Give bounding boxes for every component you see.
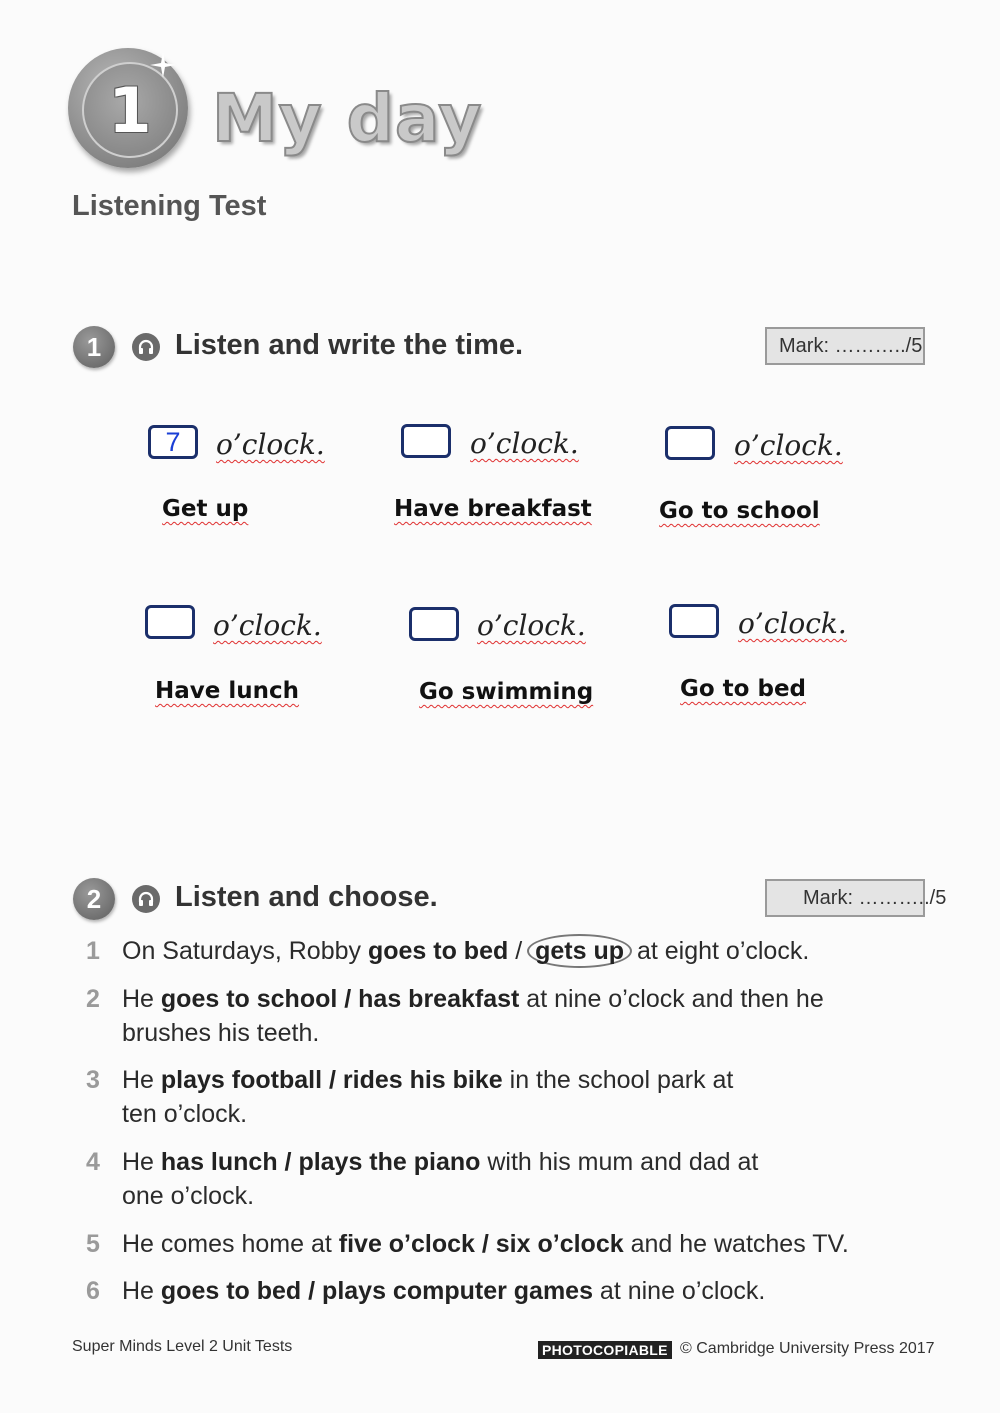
question-prefix: He: [122, 1066, 161, 1094]
headphones-icon: [137, 338, 155, 356]
activity-label: Get up: [162, 496, 249, 522]
question-text: [122, 1145, 758, 1213]
time-answer-box[interactable]: 7: [148, 425, 198, 459]
activity-label: Have breakfast: [394, 496, 592, 522]
time-answer-box[interactable]: [665, 426, 715, 460]
question-suffix: at nine o’clock.: [592, 1277, 766, 1305]
option-separator: /: [277, 1148, 299, 1176]
question-suffix: with his mum and dad at: [480, 1148, 759, 1176]
option-separator: /: [322, 1066, 343, 1094]
time-answer-box[interactable]: [401, 424, 451, 458]
time-answer-box[interactable]: [409, 607, 459, 641]
option-b[interactable]: plays the piano: [298, 1148, 481, 1176]
question-prefix: On Saturdays, Robby: [122, 937, 368, 965]
question-text: [122, 1274, 765, 1308]
question-number: 4: [86, 1148, 100, 1176]
doc-subtitle: Listening Test: [72, 190, 267, 222]
question-line-2: one o’clock.: [122, 1182, 255, 1210]
oclock-label: o’clock.: [477, 609, 586, 642]
section-1-title: Listen and write the time.: [175, 329, 524, 361]
question-text: [122, 1227, 849, 1261]
activity-label: Go swimming: [419, 679, 594, 705]
option-a[interactable]: goes to bed: [160, 1277, 302, 1305]
time-answer-box[interactable]: [669, 604, 719, 638]
option-separator: /: [474, 1230, 496, 1258]
option-a[interactable]: goes to school: [160, 985, 338, 1013]
unit-number: 1: [108, 73, 152, 147]
audio-icon[interactable]: [132, 885, 160, 913]
photocopiable-badge: PHOTOCOPIABLE: [538, 1341, 672, 1359]
question-prefix: He: [122, 1277, 161, 1305]
oclock-label: o’clock.: [734, 429, 843, 462]
question-text: [122, 934, 809, 968]
time-answer-box[interactable]: [145, 605, 195, 639]
sparkle-icon: [150, 52, 176, 78]
section-1-number: 1: [73, 326, 115, 368]
option-separator: /: [301, 1277, 323, 1305]
headphones-icon: [137, 890, 155, 908]
option-b[interactable]: six o’clock: [495, 1230, 624, 1258]
oclock-label: o’clock.: [213, 609, 322, 642]
question-number: 6: [86, 1277, 100, 1305]
option-b[interactable]: rides his bike: [342, 1066, 503, 1094]
section-2-number: 2: [73, 878, 115, 920]
oclock-label: o’clock.: [738, 607, 847, 640]
question-number: 1: [86, 937, 100, 965]
activity-label: Go to school: [659, 498, 820, 524]
question-suffix: at eight o’clock.: [630, 937, 810, 965]
option-a[interactable]: has lunch: [160, 1148, 278, 1176]
option-a[interactable]: plays football: [160, 1066, 323, 1094]
question-text: [122, 982, 824, 1050]
section-2-title: Listen and choose.: [175, 881, 438, 913]
option-b-selected[interactable]: gets up: [527, 934, 632, 968]
question-prefix: He comes home at: [122, 1230, 339, 1258]
option-b[interactable]: plays computer games: [322, 1277, 593, 1305]
question-text: [122, 1063, 733, 1131]
question-line-2: brushes his teeth.: [122, 1019, 320, 1047]
audio-icon[interactable]: [132, 333, 160, 361]
option-separator: /: [337, 985, 359, 1013]
activity-label: Go to bed: [680, 676, 807, 702]
footer-source: Super Minds Level 2 Unit Tests: [72, 1338, 293, 1355]
question-number: 3: [86, 1066, 100, 1094]
question-line-2: ten o’clock.: [122, 1100, 248, 1128]
oclock-label: o’clock.: [470, 427, 579, 460]
question-suffix: at nine o’clock and then he: [519, 985, 824, 1013]
unit-title: My day: [212, 80, 483, 157]
section-2-mark-box: Mark: ………../5: [765, 879, 925, 917]
question-suffix: and he watches TV.: [623, 1230, 849, 1258]
activity-label: Have lunch: [155, 678, 300, 704]
footer-copyright: © Cambridge University Press 2017: [680, 1340, 935, 1357]
option-b[interactable]: has breakfast: [358, 985, 520, 1013]
section-1-mark-box: Mark: ………../5: [765, 327, 925, 365]
option-a[interactable]: five o’clock: [338, 1230, 475, 1258]
question-suffix: in the school park at: [502, 1066, 734, 1094]
oclock-label: o’clock.: [216, 428, 325, 461]
option-separator: /: [508, 937, 530, 965]
question-prefix: He: [122, 985, 161, 1013]
question-number: 5: [86, 1230, 100, 1258]
option-a[interactable]: goes to bed: [367, 937, 509, 965]
question-prefix: He: [122, 1148, 161, 1176]
question-number: 2: [86, 985, 100, 1013]
